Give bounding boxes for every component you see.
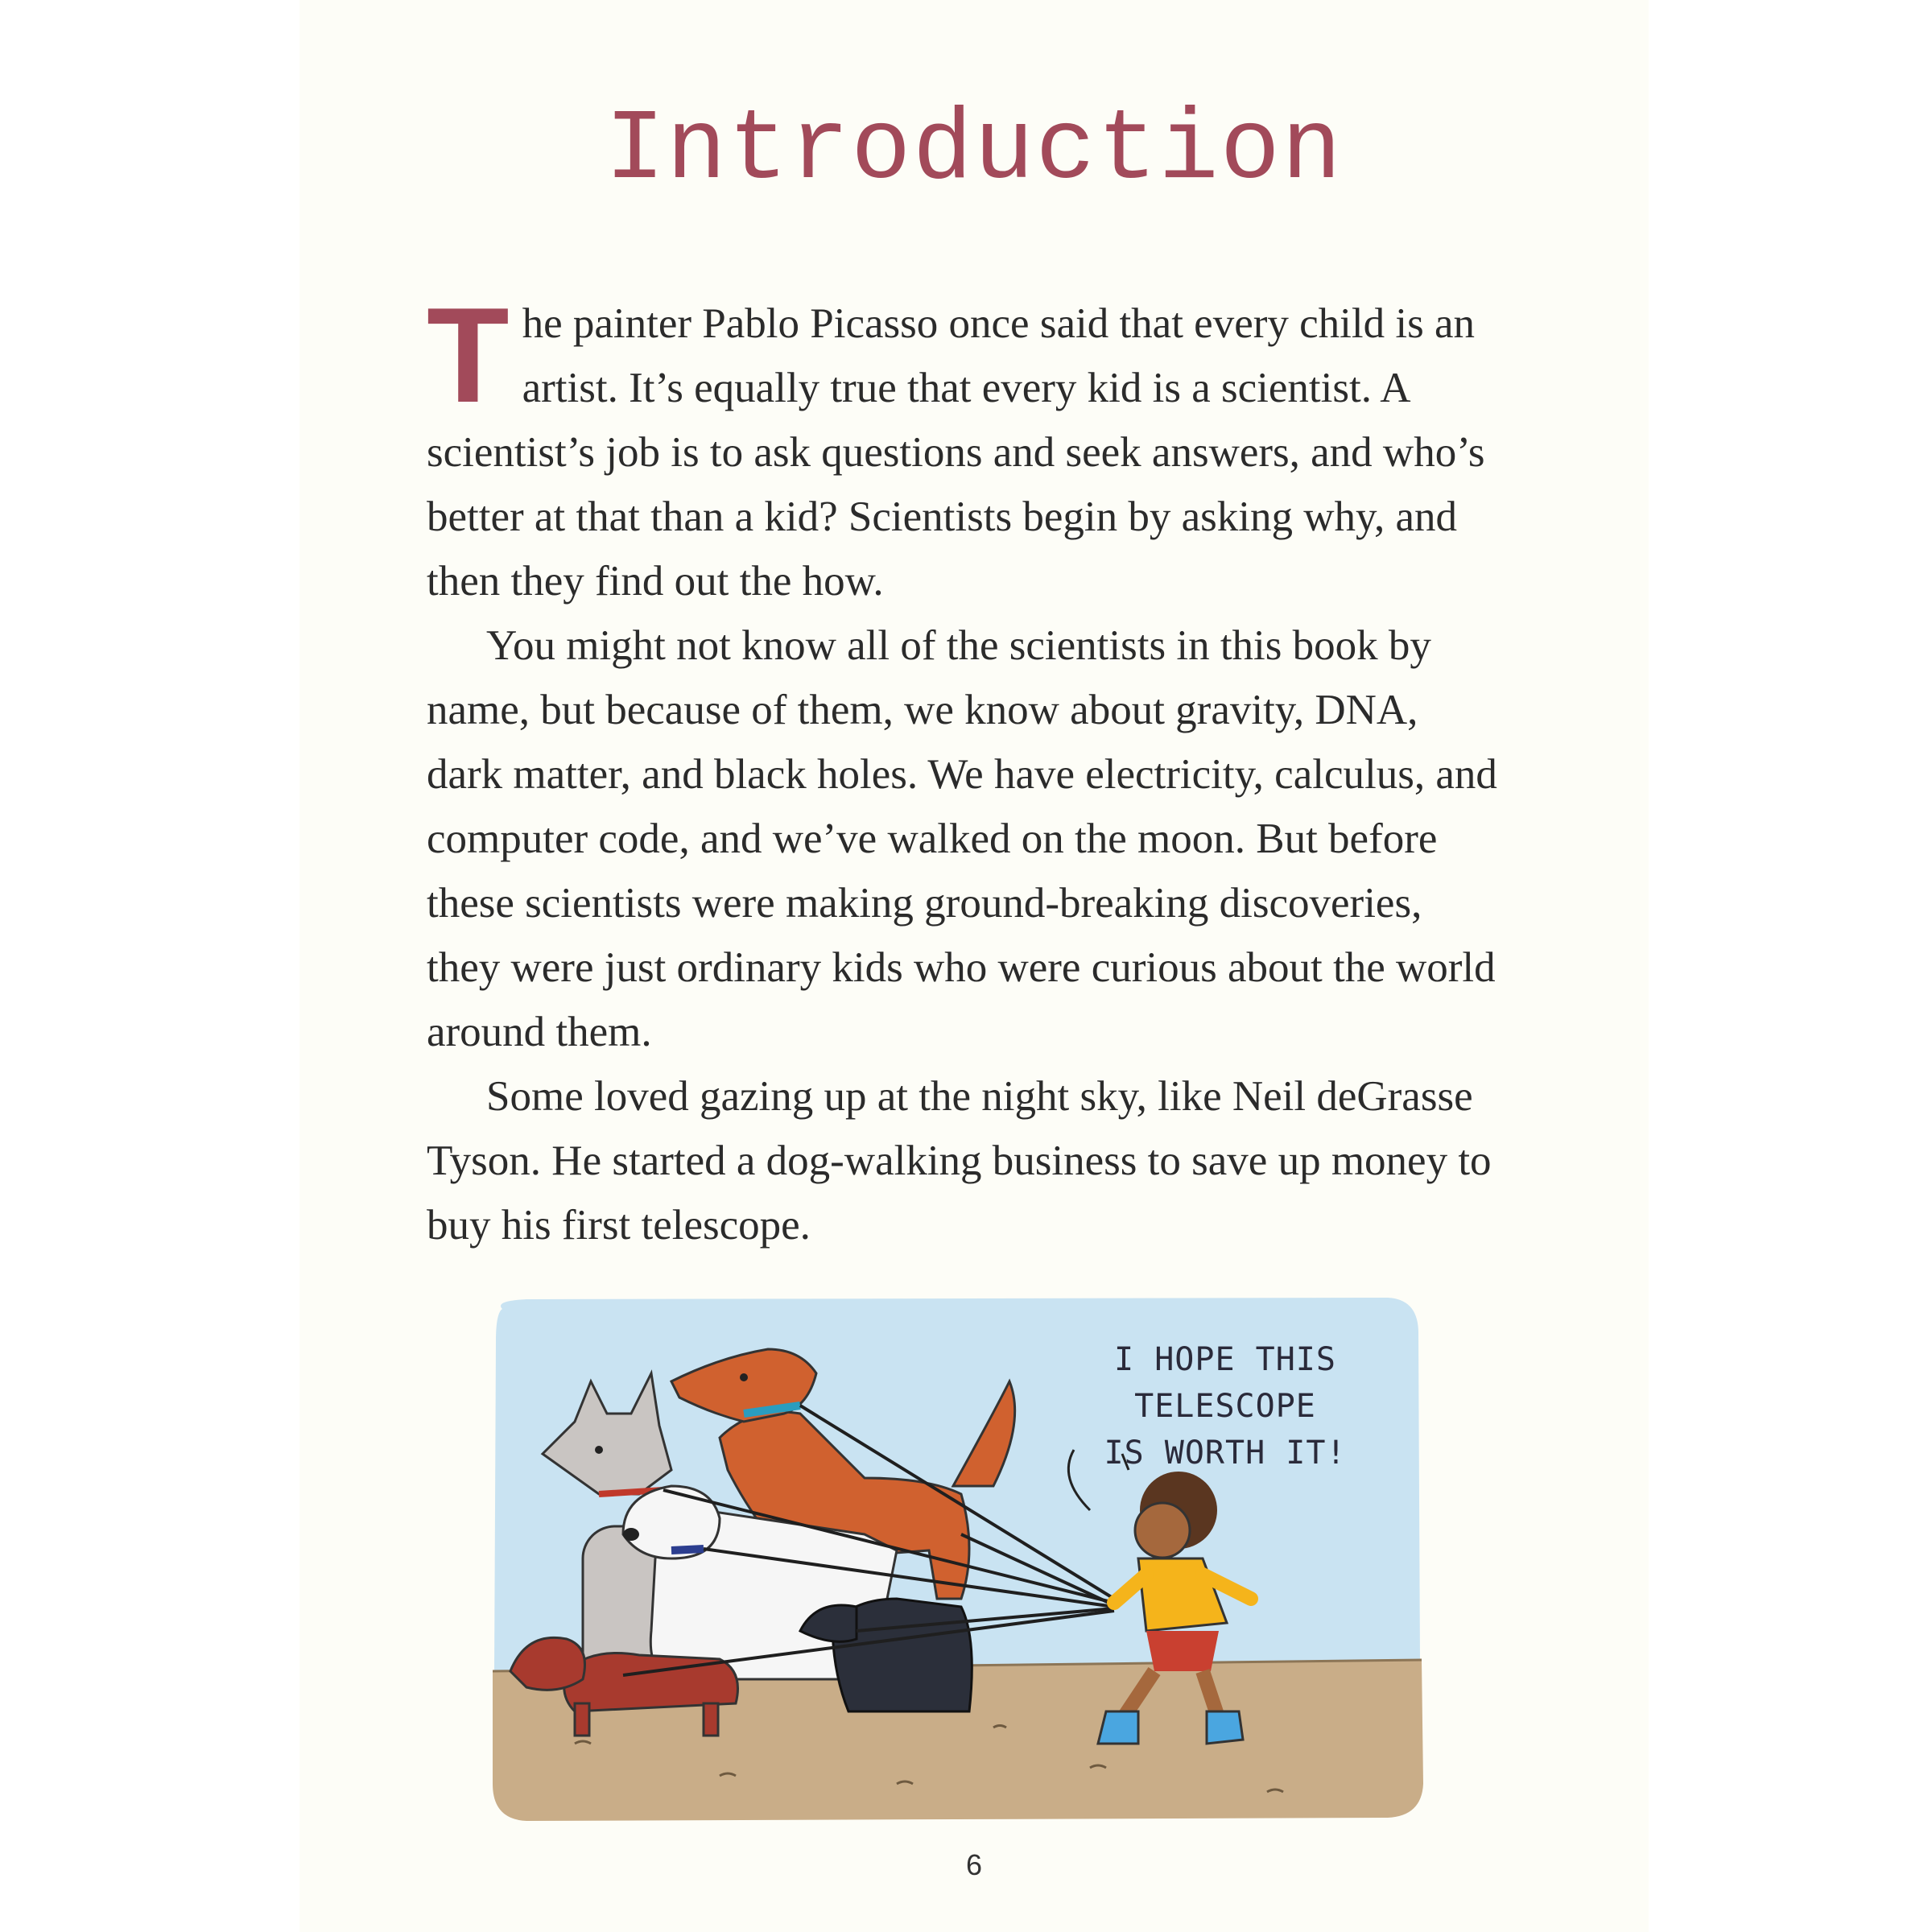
paragraph-3: Some loved gazing up at the night sky, like Neil deGrasse Tyson. He started a dog-walking business to save up money to buy his first telescope.: [427, 1073, 1492, 1249]
drop-cap: T: [427, 279, 510, 431]
book-page: [299, 0, 1649, 1932]
speech-text: [1064, 1336, 1386, 1476]
paragraph-2: You might not know all of the scientists in this book by name, but because of them, we know about gravity, DNA, dark matter, and black holes. We have electricity, calculus, and computer code, and we’ve walked on the moon. But before these scientists were making ground-breaking discoveries, they were just ordinary kids who were curious about the world around them.: [427, 622, 1497, 1055]
speech-line-2: IS WORTH IT!: [1104, 1435, 1347, 1472]
page-number: 6: [965, 1848, 983, 1881]
body-text: [427, 279, 1497, 1257]
paragraph-1-text: he painter Pablo Picasso once said that every child is an artist. It’s equally true that every kid is a scientist. A scientist’s job is to ask questions and seek answers, and who’s better at that than a kid? Scientists begin by asking why, and then they find out the how.: [427, 300, 1485, 605]
speech-line-1: I HOPE THIS TELESCOPE: [1114, 1341, 1336, 1425]
chapter-title: Introduction: [605, 95, 1344, 208]
paragraph-1: [427, 279, 1497, 613]
